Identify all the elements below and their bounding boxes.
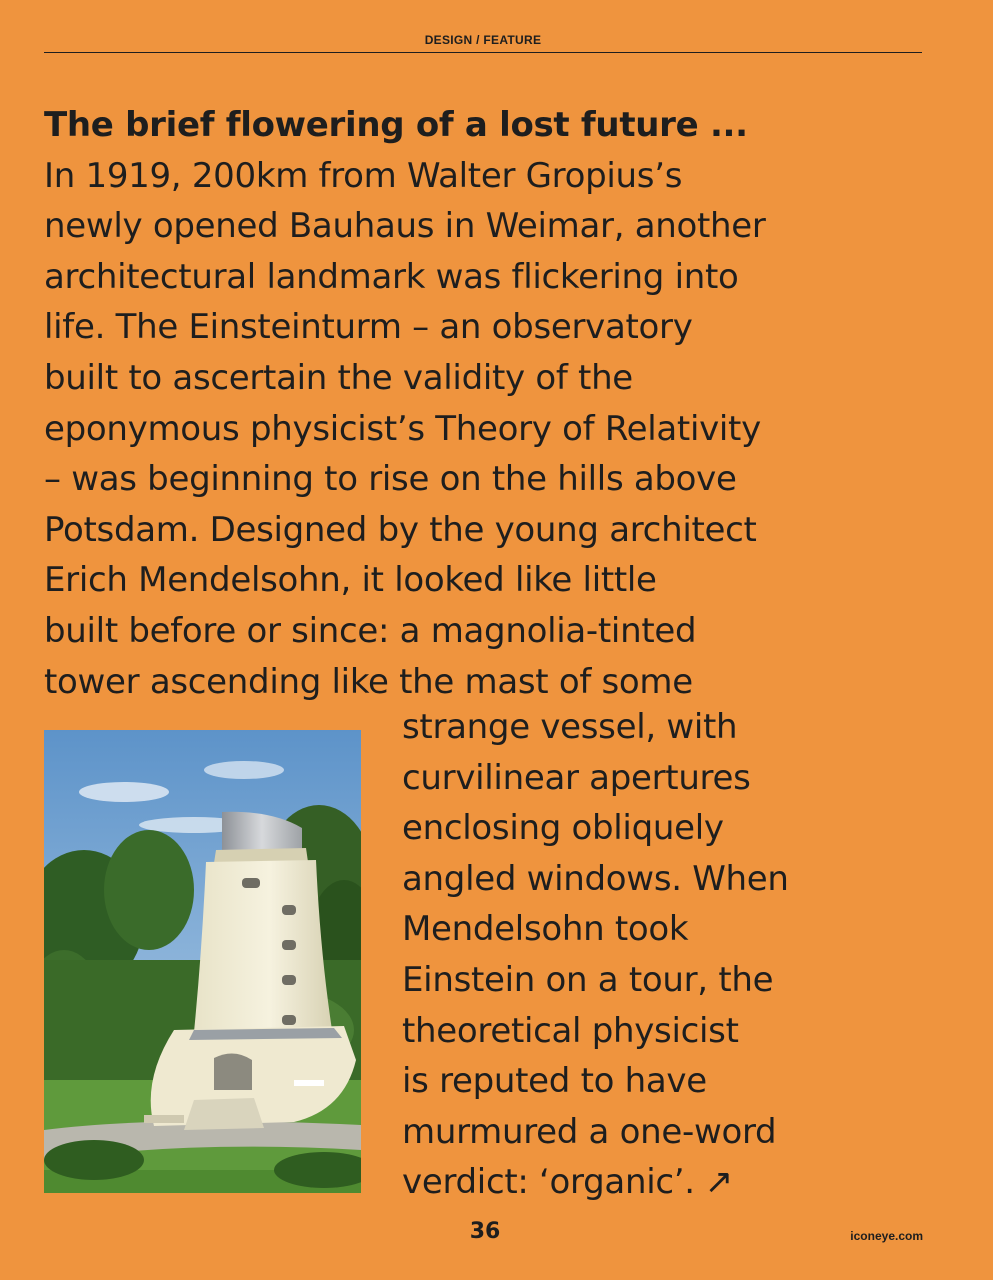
body-line: angled windows. When [402, 858, 789, 899]
body-line: newly opened Bauhaus in Weimar, another [44, 206, 766, 247]
end-arrow-icon: ↗ [704, 1162, 733, 1203]
final-text: verdict: ‘organic’. [402, 1162, 695, 1203]
header-divider [44, 52, 922, 53]
body-line: is reputed to have [402, 1061, 707, 1102]
body-line: Mendelsohn took [402, 909, 689, 950]
body-line: architectural landmark was flickering into [44, 256, 739, 297]
body-line: tower ascending like the mast of some [44, 661, 693, 702]
page-number: 36 [469, 1219, 501, 1244]
body-line: murmured a one-word [402, 1111, 777, 1152]
body-line: enclosing obliquely [402, 808, 724, 849]
body-line-final [402, 1157, 962, 1208]
body-line: built to ascertain the validity of the [44, 357, 633, 398]
body-line: eponymous physicist’s Theory of Relativity [44, 408, 761, 449]
body-line: Einstein on a tour, the [402, 959, 774, 1000]
body-line: theoretical physicist [402, 1010, 739, 1051]
article-headline: The brief flowering of a lost future ... [44, 105, 748, 145]
site-url: iconeye.com [850, 1229, 923, 1243]
body-line: Potsdam. Designed by the young architect [44, 509, 757, 550]
article-body [44, 100, 944, 707]
body-line: life. The Einsteinturm – an observatory [44, 307, 693, 348]
body-line: Erich Mendelsohn, it looked like little [44, 560, 657, 601]
article-body-continued [402, 702, 962, 1208]
body-line: curvilinear apertures [402, 757, 751, 798]
einsteinturm-photo [44, 730, 361, 1193]
body-line: In 1919, 200km from Walter Gropius’s [44, 155, 683, 196]
body-line: strange vessel, with [402, 707, 738, 747]
body-line: – was beginning to rise on the hills above [44, 459, 737, 500]
section-label: DESIGN / FEATURE [424, 33, 542, 47]
body-line: built before or since: a magnolia-tinted [44, 610, 697, 651]
